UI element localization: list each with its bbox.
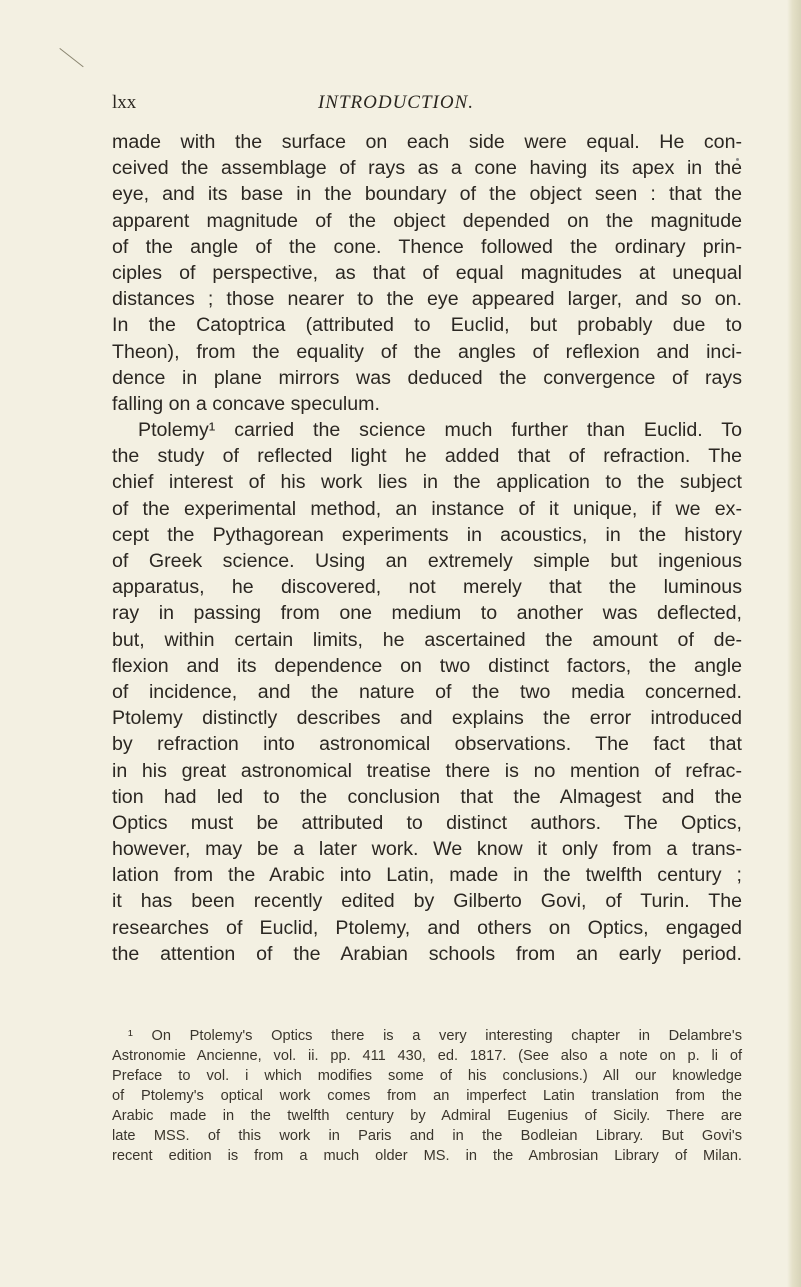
page-header <box>112 92 680 118</box>
text-line: falling on a concave speculum. <box>112 392 380 415</box>
text-line: by refraction into astronomical observations. The fact that <box>112 733 742 756</box>
text-line: cept the Pythagorean experiments in acoustics, in the history <box>112 523 742 546</box>
text-line: however, may be a later work. We know it only from a trans- <box>112 838 742 861</box>
text-line: eye, and its base in the boundary of the object seen : that the <box>112 183 742 206</box>
text-line: Theon), from the equality of the angles of reflexion and inci- <box>112 340 742 363</box>
text-line: Optics must be attributed to distinct authors. The Optics, <box>112 811 742 834</box>
text-line: of Greek science. Using an extremely simple but ingenious <box>112 550 742 572</box>
text-line: ceived the assemblage of rays as a cone having its apex in the <box>112 157 742 180</box>
text-line: flexion and its dependence on two distinct factors, the angle <box>112 654 742 677</box>
text-line: ray in passing from one medium to another was deflected, <box>112 602 742 625</box>
footnote-line: Arabic made in the twelfth century by Admiral Eugenius of Sicily. There are <box>112 1108 742 1124</box>
text-line: researches of Euclid, Ptolemy, and others on Optics, engaged <box>112 916 742 939</box>
text-line: the attention of the Arabian schools from an early period. <box>112 942 742 965</box>
footnote-line: Preface to vol. i which modifies some of his conclusions.) All our knowledge <box>112 1068 742 1084</box>
text-line: lation from the Arabic into Latin, made in the twelfth century ; <box>112 864 742 887</box>
paragraph-start-line: Ptolemy¹ carried the science much further than Euclid. To <box>138 419 742 442</box>
body-text <box>112 129 742 967</box>
footnote-line: of Ptolemy's optical work comes from an imperfect Latin translation from the <box>112 1088 742 1104</box>
footnote <box>112 1026 742 1166</box>
text-line: of the experimental method, an instance of it unique, if we ex- <box>112 497 742 520</box>
text-line: the study of reflected light he added that of refraction. The <box>112 445 742 468</box>
text-line: of the angle of the cone. Thence followed the ordinary prin- <box>112 235 742 258</box>
text-line: in his great astronomical treatise there is no mention of refrac- <box>112 759 742 782</box>
text-line: tion had led to the conclusion that the Almagest and the <box>112 785 742 808</box>
text-line: distances ; those nearer to the eye appeared larger, and so on. <box>112 288 742 311</box>
page-corner-mark <box>59 48 83 67</box>
text-line: made with the surface on each side were equal. He con- <box>112 131 742 153</box>
text-line: of incidence, and the nature of the two media concerned. <box>112 680 742 703</box>
text-line: ciples of perspective, as that of equal magnitudes at unequal <box>112 261 742 284</box>
footnote-line: ¹ On Ptolemy's Optics there is a very interesting chapter in Delambre's <box>128 1028 742 1044</box>
page-edge-shadow <box>787 0 801 1287</box>
page-number: lxx <box>112 92 137 113</box>
running-title: INTRODUCTION. <box>317 92 475 113</box>
text-line: it has been recently edited by Gilberto Govi, of Turin. The <box>112 890 742 913</box>
text-line: apparatus, he discovered, not merely that the luminous <box>112 576 742 599</box>
text-line: but, within certain limits, he ascertained the amount of de- <box>112 628 742 651</box>
footnote-line: late MSS. of this work in Paris and in the Bodleian Library. But Govi's <box>112 1128 742 1144</box>
footnote-line: recent edition is from a much older MS. in the Ambrosian Library of Milan. <box>112 1148 742 1164</box>
text-line: In the Catoptrica (attributed to Euclid, but probably due to <box>112 314 742 337</box>
text-line: Ptolemy distinctly describes and explains the error introduced <box>112 707 742 730</box>
footnote-line: Astronomie Ancienne, vol. ii. pp. 411 430, ed. 1817. (See also a note on p. li of <box>112 1048 742 1064</box>
text-line: chief interest of his work lies in the application to the subject <box>112 471 742 494</box>
text-line: dence in plane mirrors was deduced the convergence of rays <box>112 366 742 389</box>
text-line: apparent magnitude of the object depended on the magnitude <box>112 209 742 232</box>
